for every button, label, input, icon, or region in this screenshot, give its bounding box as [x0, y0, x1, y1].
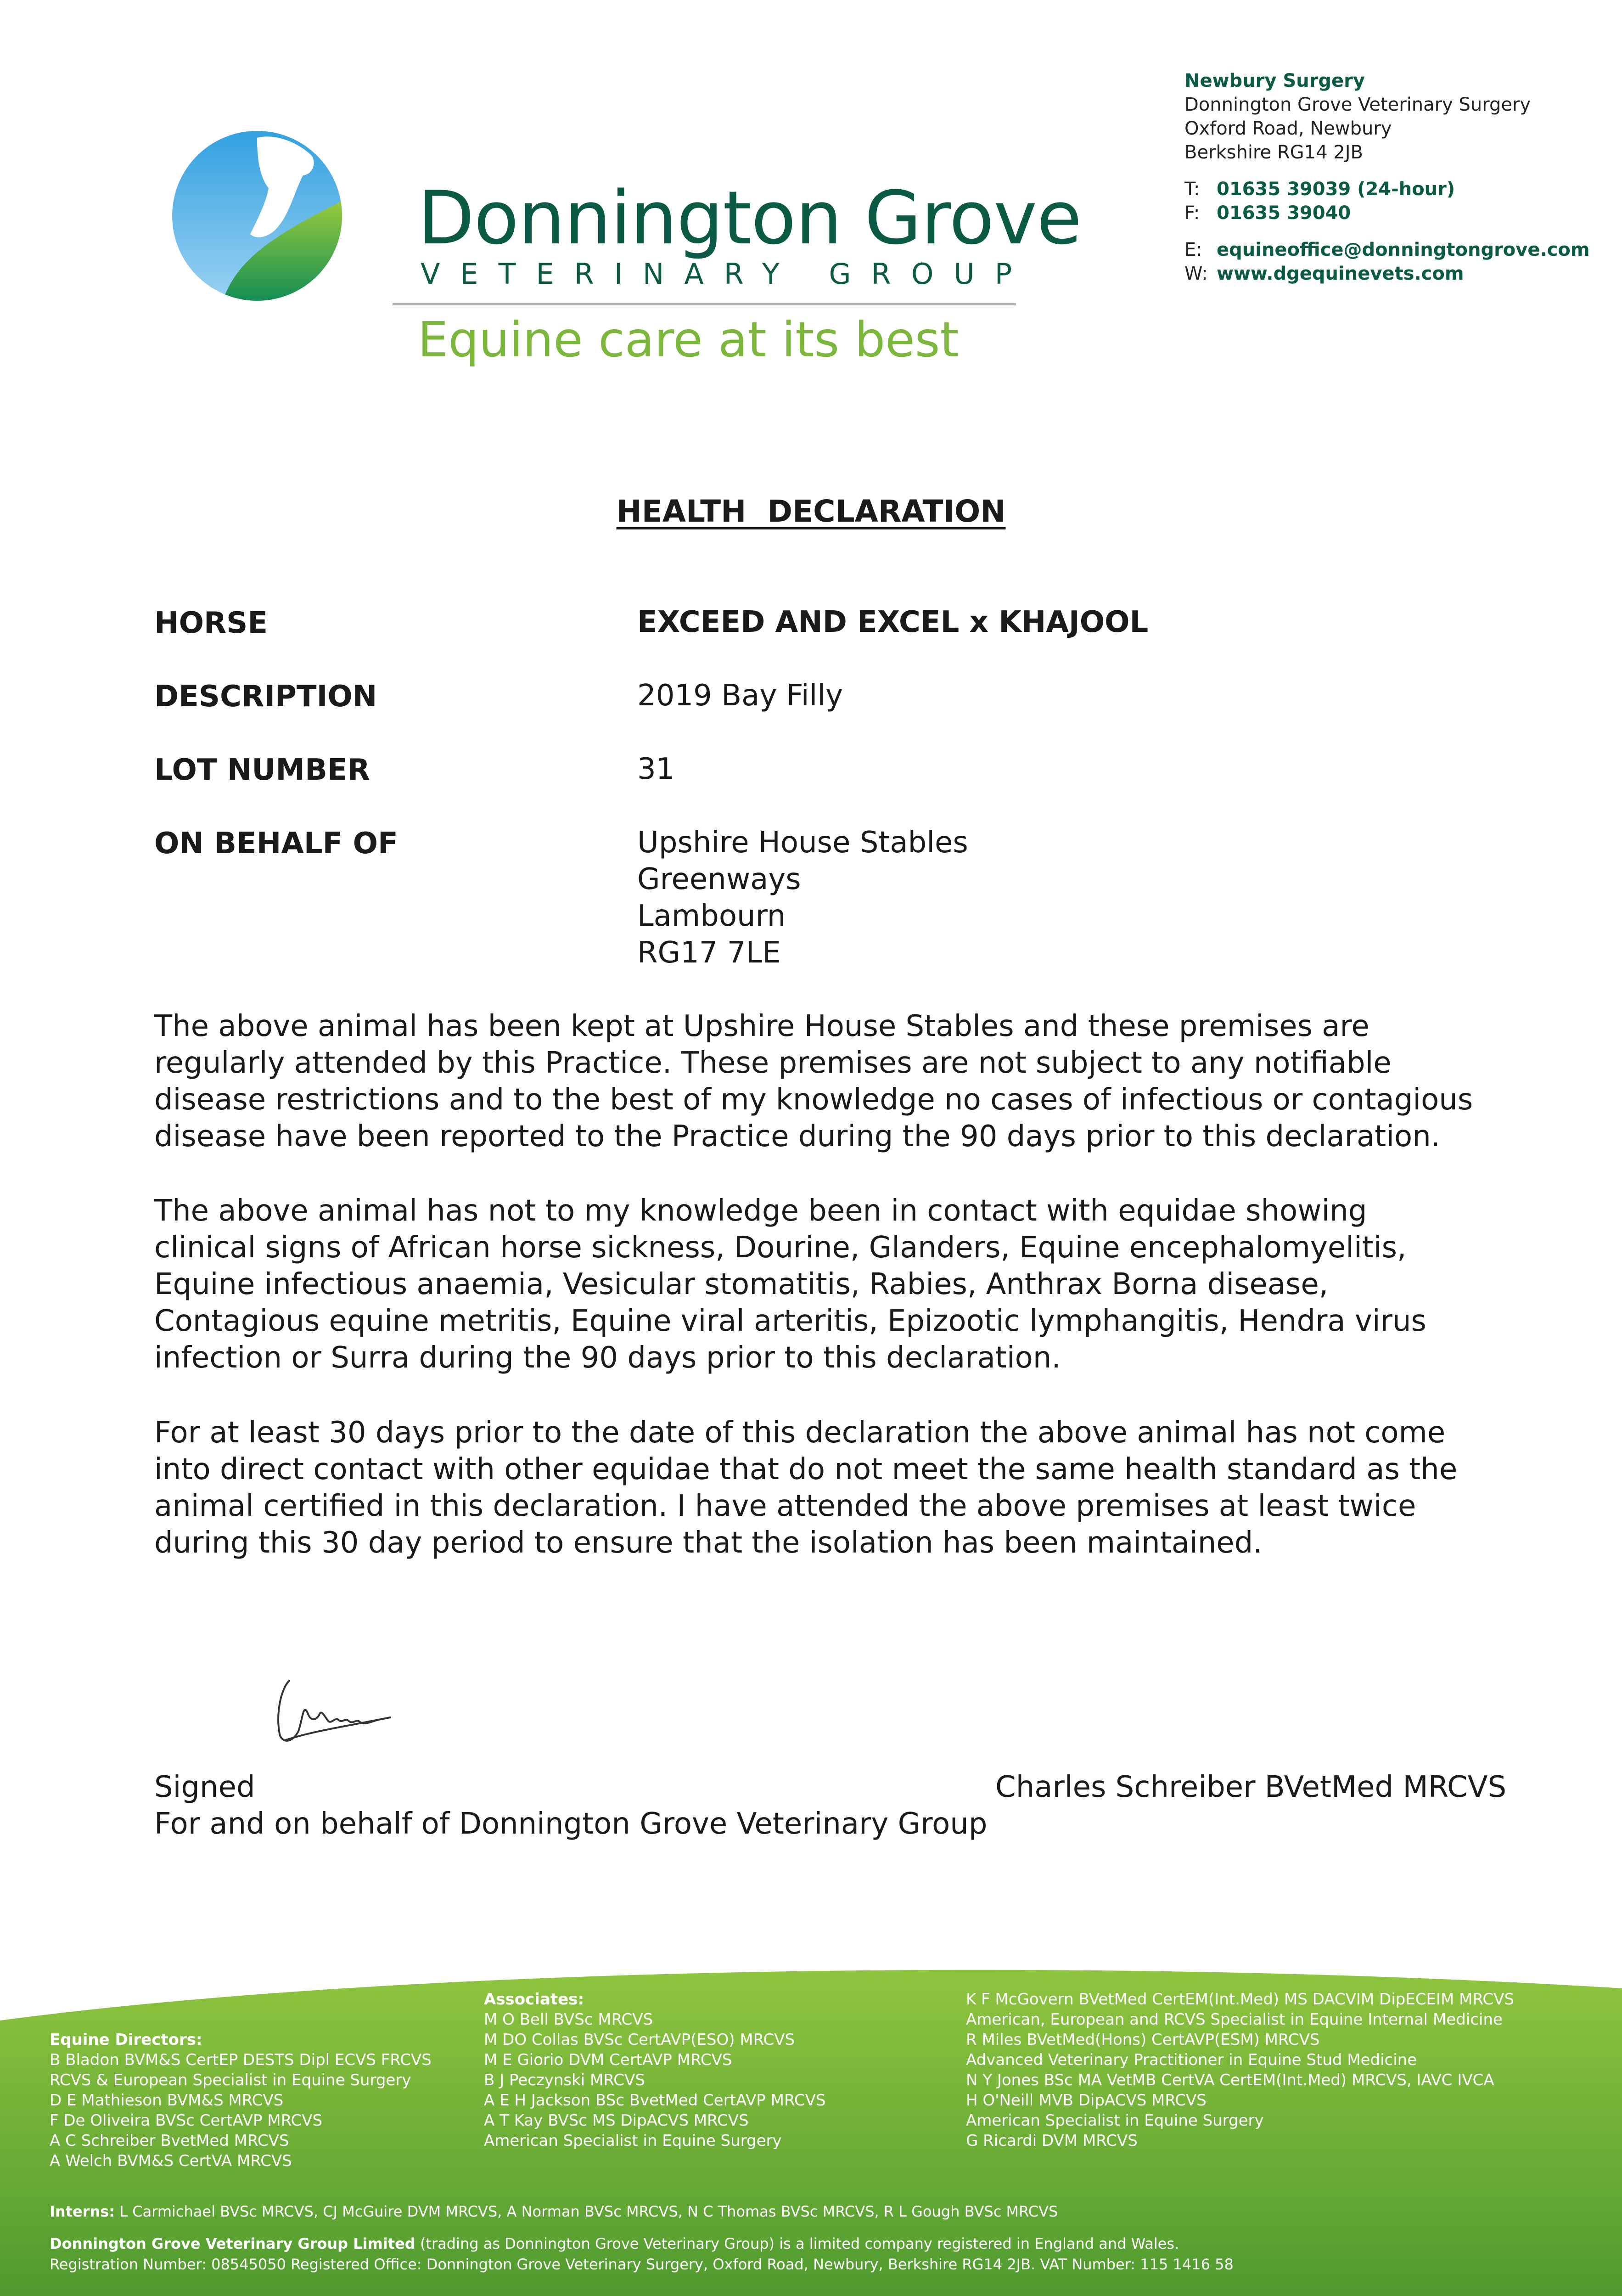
paragraph-line: The above animal has not to my knowledge been in contact with equidae showing [154, 1194, 1367, 1228]
address-line: Upshire House Stables [637, 826, 968, 860]
fax-number: 01635 39040 [1217, 203, 1351, 224]
staff-entry: B J Peczynski MRCVS [484, 2071, 645, 2089]
address-line: Donnington Grove Veterinary Surgery [1184, 94, 1531, 115]
paragraph-line: Equine infectious anaemia, Vesicular stomatitis, Rabies, Anthrax Borna disease, [154, 1267, 1329, 1301]
address-line: Greenways [637, 862, 801, 896]
on-behalf-label: ON BEHALF OF [154, 827, 398, 861]
paragraph-line: regularly attended by this Practice. These premises are not subject to any notifiable [154, 1046, 1392, 1080]
brand-subtitle: VETERINARY GROUP [421, 257, 1033, 291]
associates-list-right [966, 1989, 1514, 2151]
description-label: DESCRIPTION [154, 680, 377, 714]
contact-block [1184, 69, 1590, 286]
staff-entry: A C Schreiber BvetMed MRCVS [50, 2132, 289, 2150]
paragraph-line: The above animal has been kept at Upshire House Stables and these premises are [154, 1009, 1369, 1043]
document-title: HEALTH DECLARATION [616, 494, 1006, 529]
horse-value: EXCEED AND EXCEL x KHAJOOL [637, 605, 1149, 639]
associates-heading: Associates: [484, 1990, 584, 2009]
paragraph-line: For at least 30 days prior to the date of this declaration the above animal has not come [154, 1416, 1446, 1450]
staff-entry: RCVS & European Specialist in Equine Surgery [50, 2071, 411, 2089]
staff-entry: American, European and RCVS Specialist in Equine Internal Medicine [966, 2010, 1503, 2029]
email-label: E: [1184, 239, 1202, 260]
staff-entry: M E Giorio DVM CertAVP MRCVS [484, 2051, 732, 2069]
company-line [50, 2234, 1179, 2253]
horse-logo-icon [165, 124, 349, 308]
interns-names: L Carmichael BVSc MRCVS, CJ McGuire DVM MRCVS, A Norman BVSc MRCVS, N C Thomas BVSc MRCVS, R L Gough BVSc MRCVS [119, 2203, 1058, 2220]
staff-entry: G Ricardi DVM MRCVS [966, 2132, 1138, 2150]
staff-entry: American Specialist in Equine Surgery [966, 2111, 1264, 2130]
email-link[interactable]: equineoffice@donningtongrove.com [1217, 239, 1590, 260]
staff-entry: B Bladon BVM&S CertEP DESTS Dipl ECVS FRCVS [50, 2051, 432, 2069]
handwritten-signature [271, 1662, 409, 1754]
website-link[interactable]: www.dgequinevets.com [1217, 263, 1464, 284]
lot-number-value: 31 [637, 752, 675, 786]
brand-divider [393, 303, 1016, 305]
phone-number[interactable]: 01635 39039 (24-hour) [1217, 179, 1455, 200]
paragraph-isolation [154, 1414, 1522, 1561]
staff-entry: K F McGovern BVetMed CertEM(Int.Med) MS DACVIM DipECEIM MRCVS [966, 1990, 1514, 2009]
interns-label: Interns: [50, 2203, 115, 2220]
staff-entry: H O'Neill MVB DipACVS MRCVS [966, 2091, 1207, 2110]
staff-entry: M O Bell BVSc MRCVS [484, 2010, 653, 2029]
staff-entry: American Specialist in Equine Surgery [484, 2132, 782, 2150]
company-name: Donnington Grove Veterinary Group Limited [50, 2235, 415, 2252]
lot-number-label: LOT NUMBER [154, 753, 370, 787]
staff-entry: A E H Jackson BSc BvetMed CertAVP MRCVS [484, 2091, 826, 2110]
associates-list [484, 1989, 825, 2151]
interns-line [50, 2202, 1058, 2221]
signed-label: Signed [154, 1770, 255, 1804]
staff-entry: M DO Collas BVSc CertAVP(ESO) MRCVS [484, 2031, 795, 2049]
address-line: RG17 7LE [637, 936, 781, 970]
web-label: W: [1184, 263, 1208, 284]
on-behalf-statement: For and on behalf of Donnington Grove Veterinary Group [154, 1807, 988, 1841]
paragraph-line: during this 30 day period to ensure that the isolation has been maintained. [154, 1526, 1263, 1560]
staff-entry: D E Mathieson BVM&S MRCVS [50, 2091, 284, 2110]
paragraph-line: infection or Surra during the 90 days prior to this declaration. [154, 1341, 1061, 1375]
paragraph-line: animal certified in this declaration. I have attended the above premises at least twice [154, 1489, 1416, 1523]
paragraph-diseases [154, 1193, 1522, 1376]
paragraph-premises [154, 1008, 1522, 1155]
paragraph-line: into direct contact with other equidae that do not meet the same health standard as the [154, 1452, 1458, 1486]
directors-list [50, 2030, 432, 2171]
company-text: (trading as Donnington Grove Veterinary Group) is a limited company registered in England and Wales. [420, 2235, 1179, 2252]
paragraph-line: clinical signs of African horse sickness, Dourine, Glanders, Equine encephalomyelitis, [154, 1231, 1407, 1265]
staff-entry: F De Oliveira BVSc CertAVP MRCVS [50, 2111, 323, 2130]
staff-entry: A T Kay BVSc MS DipACVS MRCVS [484, 2111, 749, 2130]
surgery-name: Newbury Surgery [1184, 70, 1365, 91]
phone-label: T: [1184, 179, 1200, 200]
paragraph-line: disease restrictions and to the best of my knowledge no cases of infectious or contagious [154, 1083, 1473, 1117]
paragraph-line: disease have been reported to the Practice during the 90 days prior to this declaration. [154, 1120, 1441, 1154]
staff-entry: N Y Jones BSc MA VetMB CertVA CertEM(Int.Med) MRCVS, IAVC IVCA [966, 2071, 1494, 2089]
staff-entry: R Miles BVetMed(Hons) CertAVP(ESM) MRCVS [966, 2031, 1320, 2049]
brand-name: Donnington Grove [418, 175, 1082, 261]
paragraph-line: Contagious equine metritis, Equine viral arteritis, Epizootic lymphangitis, Hendra virus [154, 1304, 1426, 1338]
on-behalf-address [637, 824, 968, 971]
brand-tagline: Equine care at its best [418, 312, 959, 368]
fax-label: F: [1184, 203, 1200, 224]
signer-name: Charles Schreiber BVetMed MRCVS [995, 1770, 1507, 1804]
staff-entry: A Welch BVM&S CertVA MRCVS [50, 2152, 292, 2170]
directors-heading: Equine Directors: [50, 2031, 202, 2049]
staff-entry: Advanced Veterinary Practitioner in Equine Stud Medicine [966, 2051, 1417, 2069]
address-line: Oxford Road, Newbury [1184, 118, 1392, 139]
address-line: Berkshire RG14 2JB [1184, 142, 1363, 163]
description-value: 2019 Bay Filly [637, 679, 843, 713]
horse-label: HORSE [154, 606, 268, 640]
registration-line: Registration Number: 08545050 Registered Office: Donnington Grove Veterinary Surgery, Oxford Road, Newbury, Berkshire RG14 2JB. VAT Number: 115 1416 58 [50, 2256, 1234, 2273]
address-line: Lambourn [637, 899, 786, 933]
